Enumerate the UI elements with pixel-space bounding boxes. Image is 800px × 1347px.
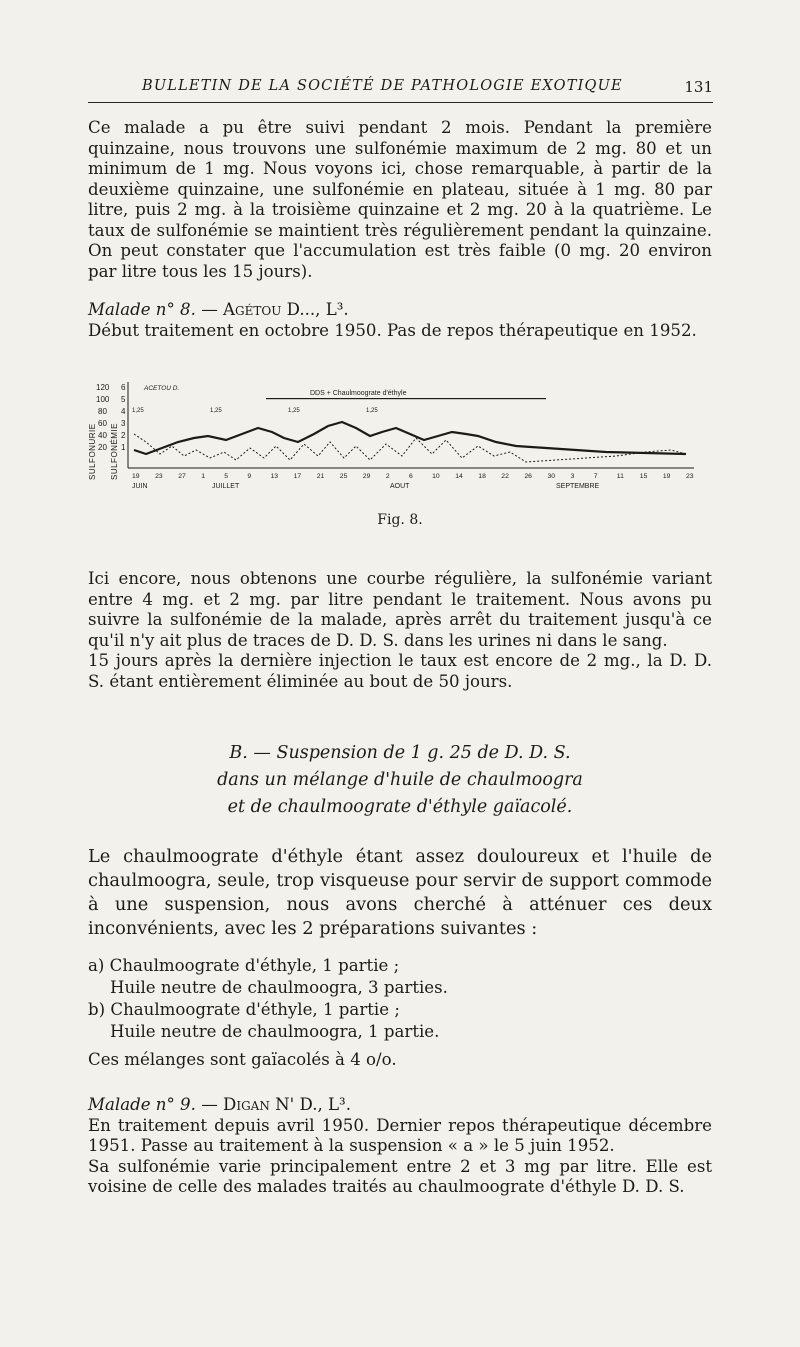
section-b-heading — [88, 740, 712, 821]
paragraph-4 — [88, 845, 712, 941]
day-tick: 1 — [201, 473, 206, 480]
right-tick-2: 2 — [121, 431, 126, 440]
left-tick-60: 60 — [98, 419, 107, 428]
sulfonurie-axis-label: SULFONURIE — [88, 423, 97, 480]
day-tick: 17 — [293, 473, 302, 480]
patient-8-heading — [88, 300, 712, 321]
day-tick: 27 — [178, 473, 186, 480]
day-tick: 25 — [339, 473, 348, 480]
day-tick: 15 — [639, 473, 648, 480]
day-tick: 21 — [316, 473, 325, 480]
patient-9-name: — Digan N' D., L³. — [201, 1095, 351, 1114]
left-tick-100: 100 — [96, 395, 110, 404]
paragraph-2 — [88, 569, 712, 692]
day-tick: 19 — [662, 473, 671, 480]
right-tick-1: 1 — [121, 443, 126, 452]
month-aout: AOUT — [390, 483, 410, 490]
patient-8-line: Début traitement en octobre 1950. Pas de repos thérapeutique en 1952. — [88, 320, 697, 340]
day-ticks — [132, 473, 694, 480]
figure-caption: Fig. 8. — [377, 512, 423, 528]
dose-mark-1: 1,25 — [132, 408, 144, 414]
sulfonemie-curve — [134, 422, 686, 454]
day-tick: 29 — [362, 473, 371, 480]
figure-8 — [86, 376, 706, 496]
day-tick: 19 — [132, 473, 140, 480]
day-tick: 26 — [524, 473, 532, 480]
day-tick: 14 — [455, 473, 463, 480]
section-b-line-3: et de chaulmoograte d'éthyle gaïacolé. — [227, 797, 573, 817]
right-tick-6: 6 — [121, 383, 126, 392]
preparations-list — [88, 955, 712, 1071]
month-juillet: JUILLET — [212, 483, 240, 490]
left-ticks — [96, 383, 110, 452]
day-tick: 18 — [478, 473, 486, 480]
paragraph-2-text: Ici encore, nous obtenons une courbe régulière, la sulfonémie variant entre 4 mg. et 2 mg. par litre pendant le traitement. Nous avons pu suivre la sulfonémie de la malade, après arrêt du traitement jusqu'à ce qu'il n'y ait plus de traces de D. D. S. dans les urines ni dans le sang. — [88, 569, 712, 650]
day-tick: 5 — [224, 473, 229, 480]
patient-8-block — [88, 300, 712, 341]
dose-mark-2: 1,25 — [210, 408, 222, 414]
day-tick: 23 — [155, 473, 163, 480]
right-tick-5: 5 — [121, 395, 126, 404]
month-septembre: SEPTEMBRE — [556, 483, 600, 490]
right-tick-4: 4 — [121, 407, 126, 416]
running-head — [88, 74, 713, 103]
patient-9-heading — [88, 1095, 712, 1116]
patient-9-text: En traitement depuis avril 1950. Dernier repos thérapeutique décembre 1951. Passe au traitement à la suspension « a » le 5 juin 1952. — [88, 1115, 712, 1155]
left-tick-40: 40 — [98, 431, 107, 440]
patient-9-text-2: Sa sulfonémie varie principalement entre 2 et 3 mg par litre. Elle est voisine de celle des malades traités au chaulmoograte d'éthyle D. D. S. — [88, 1156, 712, 1196]
prep-a-line-1: a) Chaulmoograte d'éthyle, 1 partie ; — [88, 956, 400, 975]
paragraph-1 — [88, 118, 712, 282]
patient-9-label: Malade n° 9. — [88, 1095, 196, 1114]
day-tick: 2 — [385, 473, 390, 480]
day-tick: 3 — [570, 473, 575, 480]
day-tick: 6 — [409, 473, 413, 480]
prep-note: Ces mélanges sont gaïacolés à 4 o/o. — [88, 1050, 397, 1069]
left-tick-80: 80 — [98, 407, 107, 416]
paragraph-3-text: 15 jours après la dernière injection le taux est encore de 2 mg., la D. D. S. étant entièrement éliminée au bout de 50 jours. — [88, 651, 712, 691]
patient-8-name: — Agétou D..., L³. — [201, 300, 349, 319]
journal-title: BULLETIN DE LA SOCIÉTÉ DE PATHOLOGIE EXOTIQUE — [142, 78, 623, 94]
dose-mark-4: 1,25 — [366, 408, 378, 414]
prep-b-line-1: b) Chaulmoograte d'éthyle, 1 partie ; — [88, 1000, 400, 1019]
month-juin: JUIN — [132, 483, 148, 490]
treatment-box — [266, 398, 546, 399]
day-tick: 9 — [247, 473, 252, 480]
patient-8-label: Malade n° 8. — [88, 300, 196, 319]
treatment-box-label: DDS + Chaulmoograte d'éthyle — [310, 390, 407, 397]
day-tick: 23 — [686, 473, 694, 480]
left-tick-20: 20 — [98, 443, 107, 452]
figure-8-chart — [86, 376, 706, 496]
day-tick: 11 — [616, 473, 624, 480]
sulfonemie-axis-label: SULFONÉMIE — [110, 422, 119, 480]
section-b-line-1: B. — Suspension de 1 g. 25 de D. D. S. — [229, 743, 571, 763]
day-tick: 22 — [501, 473, 509, 480]
right-tick-3: 3 — [121, 419, 126, 428]
prep-b-line-2: Huile neutre de chaulmoogra, 1 partie. — [110, 1022, 440, 1041]
paragraph-4-text: Le chaulmoograte d'éthyle étant assez douloureux et l'huile de chaulmoogra, seule, trop visqueuse pour servir de support commode à une suspension, nous avons cherché à atténuer ces deux inconvénients, avec les 2 préparations suivantes : — [88, 846, 712, 939]
right-ticks — [121, 383, 126, 452]
page-number: 131 — [684, 78, 713, 96]
day-tick: 30 — [547, 473, 556, 480]
dose-mark-3: 1,25 — [288, 408, 300, 414]
prep-a-line-2: Huile neutre de chaulmoogra, 3 parties. — [110, 978, 448, 997]
left-tick-120: 120 — [96, 383, 110, 392]
paragraph-1-text: Ce malade a pu être suivi pendant 2 mois. Pendant la première quinzaine, nous trouvons une sulfonémie maximum de 2 mg. 80 et un minimum de 1 mg. Nous voyons ici, chose remarquable, à partir de la deuxième quinzaine, une sulfonémie en plateau, située à 1 mg. 80 par litre, puis 2 mg. à la troisième quinzaine et 2 mg. 20 à la quatrième. Le taux de sulfonémie se maintient très régulièrement pendant la quinzaine. On peut constater que l'accumulation est très faible (0 mg. 20 environ par litre tous les 15 jours). — [88, 118, 712, 281]
day-tick: 7 — [593, 473, 598, 480]
day-tick: 13 — [270, 473, 279, 480]
section-b-line-2: dans un mélange d'huile de chaulmoogra — [217, 770, 583, 790]
patient-9-block — [88, 1095, 712, 1198]
day-tick: 10 — [432, 473, 440, 480]
patient-tag: ACETOU D. — [144, 385, 180, 392]
